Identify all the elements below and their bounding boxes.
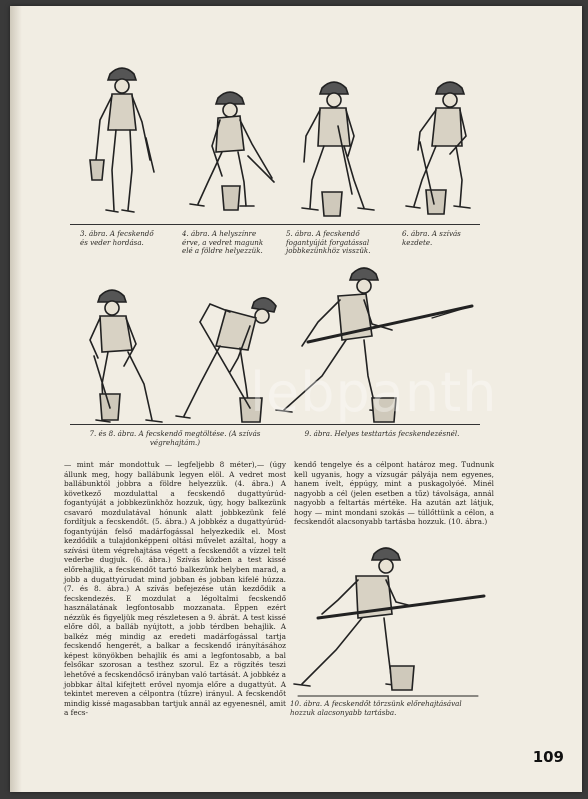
body-text-left-column: — mint már mondottuk — legfeljebb 8 méter),— (úgy állunk meg, hogy ballábunk legyen elöl. A vedret most ballábunktól jobbra a földre helyezzük. (4. ábra.) A következő mozdulattal a fecskendő dugattyúrúd-fogantyúját a jobbkezünkhöz hozzuk, úgy, hogy balkezünk csavaró mozdulatával hónunk alatt jobbkezünk felé fordítjuk a fecskendőt. (5. ábra.) A jobbkéz a dugattyúrúd-fogantyúján felső madárfogással helyezkedik el. Most kezdődik a tulajdonképpeni oltási művelet azáltal, hogy a szívási ütem végrehajtása végett a fecskendőt a vízzel telt vederbe dugjuk. (6. ábra.) Szívás közben a test kissé előrehajlik, a fecskendőt tartó balkezünk helyben marad, a jobb a dugattyúrudat mind jobban és jobban kifelé húzza. (7. és 8. ábra.) A szívás befejezése után kezdődik a fecskendezés. E mozdulat a légoltalmi fecskendő használatának legfontosabb mozzanata. Éppen ezért nézzük és figyeljük meg részletesen a 9. ábrát. A test kissé előre dől, a balláb nyújtott, a jobb térdben behajlik. A balkéz még mindig az eredeti madárfogással tartja fecskendő hengerét, a balkar a fecskendő irányításához képest könyökben behajlik és ami a legfontosabb, a bal felsőkar szorosan a testhez szorul. Ez a rögzítés teszi lehetővé a fecskendőcső irányban való tartását. A jobbkéz a jobbkar által kifejtett erővel nyomja előre a dugattyút. A tekintet mereven a célpontra (tűzre) irányul. A fecskendőt mindig kissé magasabban tartjuk annál az egyenesnél, amit a fecs- xyxy=(64,460,286,718)
page-spine-shadow xyxy=(10,6,22,792)
caption-figure-4: 4. ábra. A helyszínre érve, a vedret magunk elé a földre helyezzük. xyxy=(182,229,264,256)
figure-7-illustration xyxy=(80,284,166,430)
figure-row-1-rule xyxy=(70,224,480,225)
page-number: 109 xyxy=(532,748,564,766)
figure-3-illustration xyxy=(82,60,160,228)
watermark-text: lebpanth xyxy=(250,361,498,424)
book-page xyxy=(10,6,582,792)
caption-figure-3: 3. ábra. A fecskendő és veder hordása. xyxy=(80,229,154,247)
caption-figures-7-8: 7. és 8. ábra. A fecskendő megtöltése. (A szívás végrehajtám.) xyxy=(89,429,261,447)
figure-row-2-rule xyxy=(70,424,480,425)
figure-6-illustration xyxy=(402,76,482,224)
caption-figure-5: 5. ábra. A fecskendő fogantyúját forgatással jobbkezünkhöz visszük. xyxy=(286,229,371,256)
caption-figure-10: 10. ábra. A fecskendőt törzsünk előrehajtásával hozzuk alacsonyabb tartásba. xyxy=(290,699,462,717)
caption-figure-6: 6. ábra. A szívás kezdete. xyxy=(402,229,461,247)
body-text-right-column: kendő tengelye és a célpont határoz meg. Tudnunk kell ugyanis, hogy a vízsugár pályája nem egyenes, hanem ívelt, éppúgy, mint a puskagolyóé. Minél nagyobb a cél (jelen esetben a tűz) távolsága, annál nagyobb a feltartás mértéke. Ha azután azt látjuk, hogy — mint mondani szokás — túllőttünk a célon, a fecskendőt alacsonyabb tartásba hozzuk. (10. ábra.) xyxy=(294,460,494,527)
caption-figure-9: 9. ábra. Helyes testtartás fecskendezésnél. xyxy=(304,429,460,438)
figure-10-illustration xyxy=(288,540,488,700)
figure-5-illustration xyxy=(292,76,378,224)
figure-4-illustration xyxy=(188,86,278,222)
